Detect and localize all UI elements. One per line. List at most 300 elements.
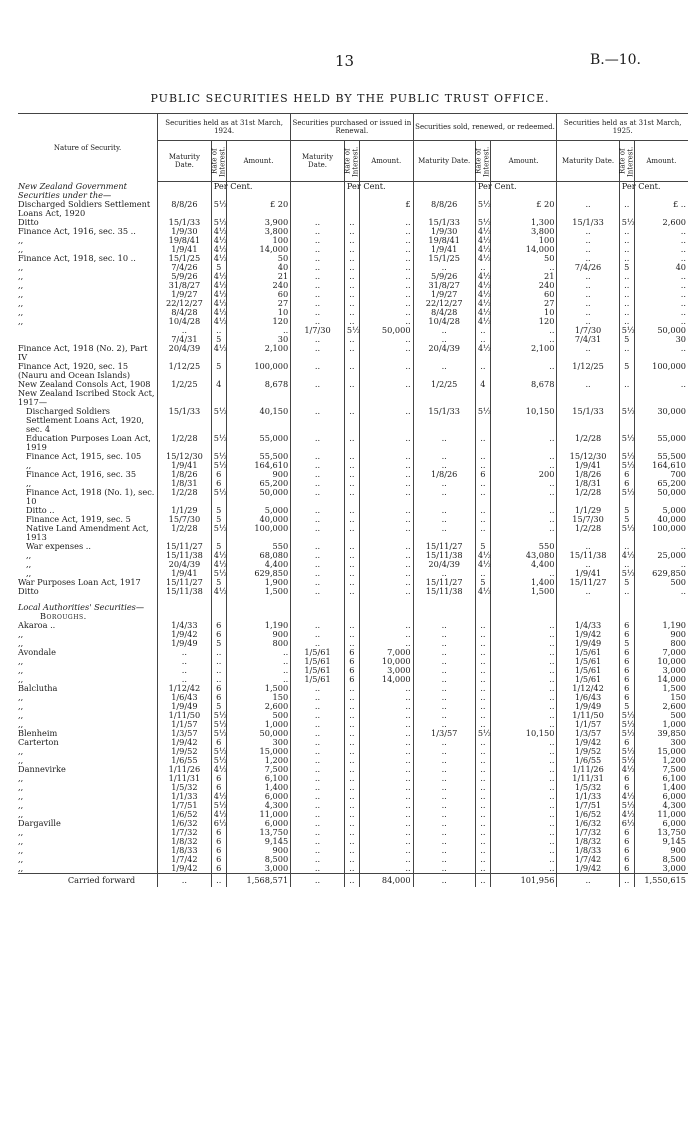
- amount-cell: ..: [359, 792, 413, 801]
- rate-cell: 4½: [211, 308, 226, 317]
- rate-cell: 5½: [211, 461, 226, 470]
- amount-cell: ..: [490, 461, 557, 470]
- rate-cell: 4: [211, 380, 226, 389]
- rate-cell: ..: [344, 461, 359, 470]
- rate-cell: [475, 389, 490, 407]
- maturity-cell: ..: [557, 560, 619, 569]
- rate-cell: 4½: [211, 317, 226, 326]
- amount-cell: 10,150: [490, 729, 557, 738]
- amount-cell: [226, 603, 290, 612]
- rate-cell: ..: [211, 326, 226, 335]
- maturity-cell: ..: [291, 254, 345, 263]
- amount-cell: 40,000: [226, 515, 290, 524]
- maturity-cell: ..: [557, 308, 619, 317]
- rate-cell: 4: [475, 380, 490, 389]
- maturity-cell: 1/7/30: [557, 326, 619, 335]
- rate-cell: ..: [619, 380, 634, 389]
- rate-cell: ..: [344, 819, 359, 828]
- maturity-cell: ..: [291, 299, 345, 308]
- maturity-cell: 15/11/27: [158, 578, 212, 587]
- amount-cell: ..: [634, 227, 688, 236]
- amount-cell: 8,678: [226, 380, 290, 389]
- amount-cell: ..: [226, 675, 290, 684]
- amount-cell: ..: [490, 783, 557, 792]
- rate-cell: 5½: [619, 434, 634, 452]
- rate-cell: ..: [211, 675, 226, 684]
- table-row: [18, 344, 688, 362]
- rate-cell: ..: [344, 801, 359, 810]
- nature-header: Nature of Security.: [18, 114, 158, 182]
- maturity-cell: ..: [413, 621, 475, 630]
- maturity-cell: ..: [291, 308, 345, 317]
- rate-cell: ..: [475, 524, 490, 542]
- rate-cell: 5½: [619, 747, 634, 756]
- maturity-cell: 31/8/27: [158, 281, 212, 290]
- amount-cell: 900: [226, 470, 290, 479]
- maturity-cell: 1/8/26: [557, 470, 619, 479]
- amount-cell: ..: [634, 254, 688, 263]
- total-cell: ..: [211, 873, 226, 887]
- maturity-cell: 1/8/31: [158, 479, 212, 488]
- amount-cell: 50,000: [226, 488, 290, 506]
- rate-cell: 6: [211, 630, 226, 639]
- maturity-cell: 1/8/32: [158, 837, 212, 846]
- rate-cell: 6: [211, 774, 226, 783]
- maturity-cell: ..: [413, 657, 475, 666]
- rate-cell: ..: [475, 747, 490, 756]
- amount-cell: 3,800: [226, 227, 290, 236]
- maturity-cell: ..: [291, 711, 345, 720]
- maturity-cell: 7/4/31: [158, 335, 212, 344]
- amount-cell: ..: [490, 747, 557, 756]
- amount-cell: ..: [359, 765, 413, 774]
- amount-cell: 629,850: [634, 569, 688, 578]
- rate-cell: ..: [344, 720, 359, 729]
- rate-cell: ..: [344, 407, 359, 434]
- amount-cell: 120: [490, 317, 557, 326]
- maturity-cell: ..: [413, 756, 475, 765]
- rate-cell: 4½: [211, 290, 226, 299]
- amount-header: Amount.: [490, 141, 557, 182]
- maturity-cell: 8/4/28: [413, 308, 475, 317]
- maturity-cell: ..: [413, 326, 475, 335]
- rate-cell: ..: [619, 344, 634, 362]
- maturity-cell: ..: [291, 551, 345, 560]
- maturity-cell: ..: [291, 380, 345, 389]
- rate-cell: ..: [344, 380, 359, 389]
- security-name: Finance Act, 1915, sec. 105: [26, 450, 142, 461]
- maturity-cell: ..: [291, 864, 345, 874]
- rate-cell: ..: [475, 362, 490, 380]
- rate-cell: ..: [475, 864, 490, 874]
- maturity-cell: ..: [291, 452, 345, 461]
- rate-cell: ..: [344, 837, 359, 846]
- rate-cell: 5: [211, 639, 226, 648]
- amount-cell: ..: [490, 515, 557, 524]
- security-name: Carterton: [18, 736, 59, 747]
- maturity-cell: 15/7/30: [557, 515, 619, 524]
- maturity-cell: ..: [291, 684, 345, 693]
- maturity-cell: 1/5/61: [557, 648, 619, 657]
- amount-cell: ..: [359, 308, 413, 317]
- rate-cell: 6: [619, 774, 634, 783]
- rate-cell: ..: [475, 639, 490, 648]
- rate-cell: 6: [211, 479, 226, 488]
- maturity-cell: ..: [413, 461, 475, 470]
- rate-cell: 5½: [211, 452, 226, 461]
- rate-cell: ..: [344, 792, 359, 801]
- amount-cell: [490, 389, 557, 407]
- amount-cell: ..: [359, 711, 413, 720]
- amount-cell: 800: [226, 639, 290, 648]
- maturity-cell: 1/12/25: [557, 362, 619, 380]
- maturity-cell: 1/4/33: [158, 621, 212, 630]
- rate-cell: 5: [619, 702, 634, 711]
- maturity-cell: ..: [291, 621, 345, 630]
- amount-cell: 21: [226, 272, 290, 281]
- rate-cell: 4½: [211, 792, 226, 801]
- maturity-cell: ..: [291, 819, 345, 828]
- maturity-cell: ..: [291, 810, 345, 819]
- amount-cell: 3,900: [226, 218, 290, 227]
- maturity-cell: 1/5/61: [557, 657, 619, 666]
- maturity-cell: ..: [291, 335, 345, 344]
- security-name: Discharged Soldiers Settlement Loans Act, 1920: [18, 198, 151, 218]
- maturity-cell: ..: [291, 506, 345, 515]
- amount-cell: ..: [359, 227, 413, 236]
- maturity-cell: ..: [413, 864, 475, 874]
- maturity-cell: ..: [291, 218, 345, 227]
- amount-cell: ..: [359, 720, 413, 729]
- rate-cell: [344, 389, 359, 407]
- amount-cell: ..: [490, 765, 557, 774]
- rate-cell: [619, 389, 634, 407]
- amount-cell: 10,000: [634, 657, 688, 666]
- amount-cell: [226, 596, 290, 603]
- amount-cell: 13,750: [226, 828, 290, 837]
- amount-cell: 4,400: [226, 560, 290, 569]
- rate-cell: ..: [344, 639, 359, 648]
- maturity-cell: ..: [291, 792, 345, 801]
- amount-cell: ..: [634, 272, 688, 281]
- maturity-cell: 15/1/33: [557, 218, 619, 227]
- amount-cell: 10,000: [359, 657, 413, 666]
- rate-cell: 4½: [475, 344, 490, 362]
- security-name: Native Land Amendment Act, 1913: [26, 522, 149, 542]
- maturity-cell: ..: [291, 756, 345, 765]
- amount-cell: £: [359, 200, 413, 218]
- maturity-cell: ..: [291, 362, 345, 380]
- rate-cell: ..: [344, 729, 359, 738]
- rate-cell: 6: [211, 846, 226, 855]
- maturity-cell: ..: [291, 434, 345, 452]
- amount-cell: [634, 596, 688, 603]
- maturity-cell: ..: [557, 587, 619, 596]
- amount-cell: 11,000: [226, 810, 290, 819]
- amount-cell: 1,900: [226, 578, 290, 587]
- amount-cell: ..: [490, 684, 557, 693]
- rate-cell: 6: [211, 855, 226, 864]
- rate-cell: 5: [619, 335, 634, 344]
- maturity-cell: ..: [291, 578, 345, 587]
- amount-cell: 6,000: [226, 792, 290, 801]
- rate-cell: ..: [344, 281, 359, 290]
- maturity-cell: 1/12/42: [557, 684, 619, 693]
- rate-cell: 6: [619, 630, 634, 639]
- amount-cell: £ 20: [490, 200, 557, 218]
- rate-cell: ..: [344, 702, 359, 711]
- rate-cell: 5: [211, 506, 226, 515]
- rate-cell: 5½: [211, 200, 226, 218]
- amount-cell: £ ..: [634, 200, 688, 218]
- rate-cell: ..: [475, 326, 490, 335]
- rate-cell: ..: [475, 792, 490, 801]
- maturity-cell: 1/7/51: [557, 801, 619, 810]
- rate-cell: 5½: [619, 488, 634, 506]
- security-name: War Purposes Loan Act, 1917: [18, 576, 141, 587]
- amount-cell: 300: [634, 738, 688, 747]
- total-amount-1925: 1,550,615: [634, 873, 688, 887]
- maturity-cell: 15/11/38: [158, 551, 212, 560]
- maturity-cell: ..: [291, 317, 345, 326]
- rate-cell: 6: [619, 828, 634, 837]
- maturity-cell: 1/9/42: [158, 738, 212, 747]
- maturity-cell: ..: [291, 738, 345, 747]
- amount-cell: ..: [359, 479, 413, 488]
- amount-cell: ..: [490, 801, 557, 810]
- maturity-cell: [291, 182, 345, 200]
- security-name: Finance Act, 1918 (No. 2), Part IV: [18, 342, 148, 362]
- rate-cell: ..: [344, 506, 359, 515]
- amount-cell: 4,300: [226, 801, 290, 810]
- maturity-cell: [557, 603, 619, 612]
- securities-table: [18, 113, 688, 887]
- maturity-cell: ..: [413, 506, 475, 515]
- amount-cell: 3,000: [634, 864, 688, 874]
- amount-cell: 500: [634, 711, 688, 720]
- amount-cell: 50,000: [226, 729, 290, 738]
- security-name: ,,: [18, 826, 24, 837]
- security-name: Blenheim: [18, 727, 58, 738]
- amount-cell: ..: [490, 506, 557, 515]
- maturity-cell: ..: [291, 488, 345, 506]
- amount-cell: ..: [490, 792, 557, 801]
- amount-cell: 7,000: [359, 648, 413, 657]
- rate-cell: 5: [211, 702, 226, 711]
- maturity-cell: 1/9/42: [158, 630, 212, 639]
- maturity-cell: 1/9/49: [557, 702, 619, 711]
- rate-cell: ..: [344, 864, 359, 874]
- rate-cell: ..: [619, 290, 634, 299]
- amount-cell: ..: [359, 864, 413, 874]
- maturity-cell: ..: [291, 765, 345, 774]
- maturity-cell: ..: [291, 524, 345, 542]
- maturity-cell: ..: [413, 693, 475, 702]
- maturity-cell: 1/9/30: [158, 227, 212, 236]
- rate-header: Rate of Interest.: [475, 141, 490, 182]
- maturity-cell: 1/2/25: [158, 380, 212, 389]
- maturity-cell: ..: [413, 855, 475, 864]
- rate-cell: 6: [475, 470, 490, 479]
- security-name: [18, 326, 158, 335]
- rate-cell: ..: [619, 245, 634, 254]
- maturity-cell: 1/1/29: [557, 506, 619, 515]
- maturity-cell: ..: [557, 272, 619, 281]
- amount-cell: 25,000: [634, 551, 688, 560]
- amount-cell: 50: [490, 254, 557, 263]
- maturity-cell: 20/4/39: [158, 344, 212, 362]
- maturity-cell: 7/4/26: [557, 263, 619, 272]
- amount-cell: ..: [359, 630, 413, 639]
- maturity-cell: ..: [557, 299, 619, 308]
- maturity-cell: ..: [158, 675, 212, 684]
- security-name: ,,: [18, 306, 24, 317]
- document-reference: B.—10.: [590, 52, 642, 68]
- rate-cell: ..: [475, 828, 490, 837]
- maturity-cell: 1/6/55: [557, 756, 619, 765]
- maturity-cell: ..: [291, 470, 345, 479]
- amount-cell: ..: [226, 648, 290, 657]
- maturity-cell: ..: [413, 828, 475, 837]
- maturity-cell: ..: [413, 837, 475, 846]
- maturity-cell: 15/12/30: [557, 452, 619, 461]
- carried-forward-label: Carried forward: [18, 873, 158, 887]
- rate-cell: [475, 603, 490, 612]
- maturity-cell: ..: [413, 801, 475, 810]
- maturity-cell: 1/1/33: [158, 792, 212, 801]
- amount-cell: 40: [226, 263, 290, 272]
- maturity-cell: 1/1/57: [557, 720, 619, 729]
- maturity-cell: ..: [291, 569, 345, 578]
- amount-cell: ..: [490, 648, 557, 657]
- amount-cell: 240: [226, 281, 290, 290]
- maturity-cell: 1/7/51: [158, 801, 212, 810]
- amount-cell: 3,000: [634, 666, 688, 675]
- rate-cell: ..: [344, 344, 359, 362]
- amount-cell: ..: [359, 846, 413, 855]
- amount-cell: ..: [634, 380, 688, 389]
- maturity-cell: 22/12/27: [413, 299, 475, 308]
- rate-cell: 5: [619, 515, 634, 524]
- maturity-cell: ..: [557, 317, 619, 326]
- security-name: ,,: [18, 673, 24, 684]
- amount-cell: ..: [359, 254, 413, 263]
- maturity-cell: [291, 596, 345, 603]
- amount-cell: ..: [634, 587, 688, 596]
- amount-cell: ..: [490, 864, 557, 874]
- rate-cell: ..: [344, 569, 359, 578]
- maturity-cell: ..: [413, 819, 475, 828]
- rate-cell: 6: [211, 837, 226, 846]
- rate-cell: 5½: [619, 524, 634, 542]
- amount-cell: ..: [359, 810, 413, 819]
- rate-cell: 4½: [475, 290, 490, 299]
- amount-cell: ..: [359, 756, 413, 765]
- amount-header: Amount.: [634, 141, 688, 182]
- rate-cell: ..: [619, 200, 634, 218]
- amount-cell: 4,400: [490, 560, 557, 569]
- amount-cell: 900: [226, 630, 290, 639]
- rate-cell: [211, 596, 226, 603]
- amount-cell: ..: [359, 281, 413, 290]
- maturity-cell: ..: [291, 461, 345, 470]
- amount-cell: ..: [490, 434, 557, 452]
- amount-cell: ..: [359, 569, 413, 578]
- amount-cell: ..: [490, 335, 557, 344]
- maturity-cell: ..: [413, 479, 475, 488]
- amount-cell: 10: [490, 308, 557, 317]
- rate-cell: 4½: [211, 236, 226, 245]
- security-name: ,,: [18, 745, 24, 756]
- maturity-cell: 15/1/25: [413, 254, 475, 263]
- maturity-cell: 1/12/25: [158, 362, 212, 380]
- security-name: Dargaville: [18, 817, 61, 828]
- rate-cell: ..: [475, 657, 490, 666]
- amount-cell: ..: [490, 810, 557, 819]
- maturity-cell: 1/6/55: [158, 756, 212, 765]
- rate-cell: 4½: [475, 317, 490, 326]
- rate-cell: ..: [344, 828, 359, 837]
- maturity-cell: 1/9/41: [557, 461, 619, 470]
- amount-cell: ..: [359, 639, 413, 648]
- amount-cell: ..: [490, 819, 557, 828]
- amount-cell: 39,850: [634, 729, 688, 738]
- amount-cell: 55,000: [634, 434, 688, 452]
- rate-cell: 4½: [475, 560, 490, 569]
- rate-cell: 4½: [619, 810, 634, 819]
- rate-cell: 4½: [211, 560, 226, 569]
- amount-cell: 50,000: [359, 326, 413, 335]
- amount-cell: ..: [359, 542, 413, 551]
- maturity-cell: ..: [413, 648, 475, 657]
- amount-cell: 50,000: [634, 326, 688, 335]
- amount-cell: ..: [359, 506, 413, 515]
- maturity-cell: 1/11/26: [158, 765, 212, 774]
- rate-cell: 5½: [619, 569, 634, 578]
- security-name: War expenses ..: [26, 540, 91, 551]
- rate-cell: ..: [344, 470, 359, 479]
- rate-cell: ..: [344, 630, 359, 639]
- rate-cell: ..: [211, 657, 226, 666]
- maturity-cell: 15/11/38: [413, 587, 475, 596]
- amount-cell: 6,000: [634, 792, 688, 801]
- security-name: ,,: [18, 637, 24, 648]
- maturity-cell: 1/2/28: [158, 434, 212, 452]
- rate-cell: 4½: [619, 792, 634, 801]
- maturity-cell: [291, 603, 345, 612]
- rate-cell: ..: [344, 578, 359, 587]
- maturity-cell: 15/11/27: [413, 578, 475, 587]
- amount-header: Amount.: [359, 141, 413, 182]
- rate-cell: 5½: [619, 461, 634, 470]
- security-name: Boroughs.: [40, 610, 87, 621]
- rate-cell: 6: [619, 621, 634, 630]
- rate-cell: 4½: [211, 227, 226, 236]
- maturity-cell: [158, 596, 212, 603]
- maturity-cell: ..: [413, 362, 475, 380]
- rate-cell: ..: [475, 774, 490, 783]
- rate-cell: ..: [475, 621, 490, 630]
- maturity-cell: 1/1/33: [557, 792, 619, 801]
- maturity-cell: ..: [557, 290, 619, 299]
- security-name: ,,: [18, 700, 24, 711]
- maturity-cell: ..: [291, 587, 345, 596]
- total-amount-1924: 1,568,571: [226, 873, 290, 887]
- amount-cell: ..: [490, 452, 557, 461]
- rate-cell: ..: [344, 783, 359, 792]
- amount-cell: 10,150: [490, 407, 557, 434]
- maturity-cell: ..: [291, 290, 345, 299]
